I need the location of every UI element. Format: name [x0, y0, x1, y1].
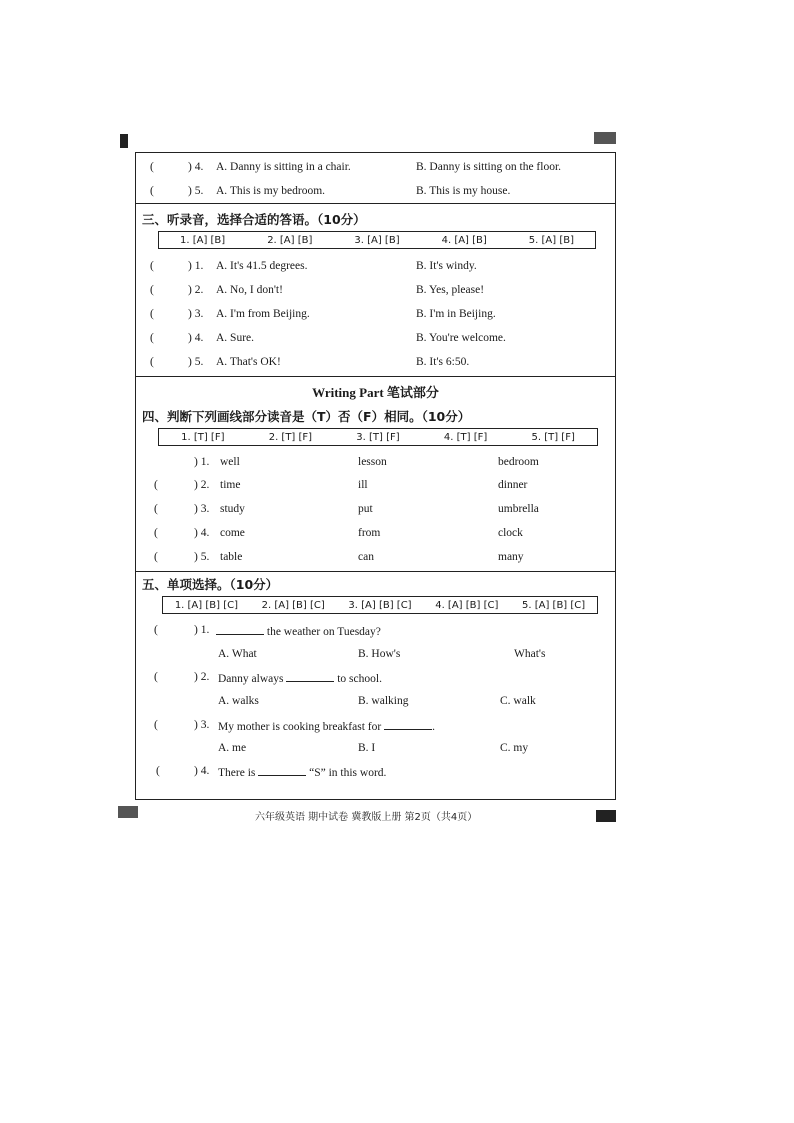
phonics-row [136, 551, 615, 571]
exam-sheet [135, 152, 616, 800]
section-divider [136, 376, 615, 377]
section3-heading: 三、听录音，选择合适的答语。（10分） [142, 212, 366, 227]
answer-paren[interactable]: ( [150, 185, 154, 197]
options-row [136, 695, 615, 715]
word: dinner [498, 479, 528, 491]
question-row [136, 671, 615, 691]
answer-slot[interactable]: 3. [T] [F] [356, 431, 400, 443]
stem-text: in this word. [328, 767, 387, 779]
option-a: A. This is my bedroom. [216, 185, 326, 197]
word: umbrella [498, 503, 539, 515]
question-number: ) 5. [188, 356, 204, 368]
question-number: ) 4. [188, 161, 204, 173]
question-row [136, 284, 615, 304]
fill-blank[interactable] [258, 765, 306, 776]
phonics-row [136, 456, 615, 476]
corner-mark-top-right [594, 132, 616, 144]
answer-paren[interactable]: ( [150, 332, 154, 344]
answer-slot[interactable]: 1. [T] [F] [181, 431, 225, 443]
word: table [220, 551, 243, 563]
stem-text: . [432, 721, 435, 733]
phonics-row [136, 503, 615, 523]
word: lesson [358, 456, 387, 468]
answer-paren[interactable]: ( [150, 356, 154, 368]
question-stem [218, 671, 382, 685]
option-a: A. No, I don't! [216, 284, 283, 296]
section5-heading: 五、单项选择。（10分） [142, 577, 279, 592]
answer-paren[interactable]: ( [154, 503, 158, 515]
option-c: C. my [500, 742, 529, 754]
question-number: ) 4. [188, 332, 204, 344]
question-stem [218, 719, 435, 733]
phonics-row [136, 527, 615, 547]
option-c: What's [514, 648, 546, 660]
answer-slot[interactable]: 4. [T] [F] [443, 431, 488, 443]
question-number: ) 4. [194, 765, 210, 777]
answer-slot[interactable]: 4. [A] [B] [C] [435, 599, 499, 611]
answer-slot[interactable]: 5. [A] [B] [528, 234, 575, 246]
question-number: ) 3. [188, 308, 204, 320]
word: from [358, 527, 381, 539]
question-row [136, 185, 615, 205]
answer-slot[interactable]: 1. [A] [B] [179, 234, 226, 246]
question-number: ) 2. [188, 284, 204, 296]
answer-slot[interactable]: 3. [A] [B] [C] [348, 599, 412, 611]
fill-blank[interactable] [216, 624, 264, 635]
option-c: C. walk [500, 695, 536, 707]
question-number: ) 1. [194, 456, 210, 468]
question-stem [216, 624, 381, 638]
word: study [220, 503, 245, 515]
question-number: ) 2. [194, 671, 210, 683]
option-a: A. I'm from Beijing. [216, 308, 310, 320]
option-b: B. This is my house. [416, 185, 511, 197]
fill-blank[interactable] [384, 719, 432, 730]
question-number: ) 4. [194, 527, 210, 539]
answer-slot[interactable]: 5. [T] [F] [531, 431, 575, 443]
question-number: ) 5. [194, 551, 210, 563]
stem-text: My mother is cooking breakfast for [218, 721, 382, 733]
stem-text: the weather on Tuesday? [266, 626, 381, 638]
answer-slot[interactable]: 3. [A] [B] [354, 234, 400, 246]
corner-mark-top-left [120, 134, 128, 148]
question-row [136, 332, 615, 352]
answer-paren[interactable]: ( [154, 624, 158, 636]
options-row [136, 742, 615, 762]
stem-text: to school. [337, 673, 382, 685]
option-b: B. It's windy. [416, 260, 477, 272]
question-number: ) 1. [188, 260, 204, 272]
option-a: A. walks [218, 695, 259, 707]
fill-blank[interactable] [286, 671, 334, 682]
question-number: ) 2. [194, 479, 210, 491]
option-b: B. How's [358, 648, 401, 660]
answer-paren[interactable]: ( [154, 527, 158, 539]
answer-slot[interactable]: 4. [A] [B] [441, 234, 487, 246]
word: bedroom [498, 456, 539, 468]
question-number: ) 3. [194, 503, 210, 515]
question-row [136, 719, 615, 739]
section4-answer-box [158, 428, 598, 446]
question-row [136, 624, 615, 644]
question-number: ) 3. [194, 719, 210, 731]
answer-paren[interactable]: ( [154, 551, 158, 563]
option-a: A. me [218, 742, 247, 754]
section5-answer-box [162, 596, 598, 614]
corner-mark-bottom-left [118, 806, 138, 818]
word: ill [358, 479, 368, 491]
question-row [136, 260, 615, 280]
option-b: B. Yes, please! [416, 284, 485, 296]
option-a: A. Sure. [216, 332, 255, 344]
question-number: ) 1. [194, 624, 210, 636]
section3-answer-box [158, 231, 596, 249]
option-a: A. What [218, 648, 257, 660]
page-footer: 六年级英语 期中试卷 冀教版上册 第2页（共4页） [255, 812, 478, 823]
question-row [136, 308, 615, 328]
answer-slot[interactable]: 5. [A] [B] [C] [522, 599, 586, 611]
word: clock [498, 527, 523, 539]
question-number: ) 5. [188, 185, 204, 197]
option-b: B. It's 6:50. [416, 356, 470, 368]
answer-paren[interactable]: ( [150, 284, 154, 296]
answer-slot[interactable]: 2. [A] [B] [267, 234, 313, 246]
option-b: B. walking [358, 695, 409, 707]
phonics-row [136, 479, 615, 499]
writing-part-title: Writing Part 笔试部分 [312, 385, 439, 400]
answer-paren[interactable]: ( [150, 308, 154, 320]
word: well [220, 456, 240, 468]
option-b: B. I [358, 742, 376, 754]
answer-slot[interactable]: 2. [A] [B] [C] [261, 599, 325, 611]
section4-heading: 四、判断下列画线部分读音是（T）否（F）相同。（10分） [142, 409, 471, 424]
stem-text: There is [218, 767, 256, 779]
question-stem [218, 765, 386, 779]
option-b: B. You're welcome. [416, 332, 506, 344]
word: come [220, 527, 245, 539]
section-divider [136, 203, 615, 204]
word: time [220, 479, 241, 491]
word: can [358, 551, 374, 563]
section-divider [136, 571, 615, 572]
question-row [136, 161, 615, 181]
option-b: B. I'm in Beijing. [416, 308, 496, 320]
question-row [136, 356, 615, 376]
answer-paren[interactable]: ( [150, 161, 154, 173]
answer-paren[interactable]: ( [154, 479, 158, 491]
answer-slot[interactable]: 1. [A] [B] [C] [174, 599, 238, 611]
option-a: A. It's 41.5 degrees. [216, 260, 308, 272]
corner-mark-bottom-right [596, 810, 616, 822]
answer-paren[interactable]: ( [154, 671, 158, 683]
word: many [498, 551, 524, 563]
answer-paren[interactable]: ( [156, 765, 160, 777]
answer-slot[interactable]: 2. [T] [F] [268, 431, 313, 443]
option-a: A. That's OK! [216, 356, 281, 368]
question-row [136, 765, 615, 785]
stem-quote: “S” [309, 767, 326, 779]
option-a: A. Danny is sitting in a chair. [216, 161, 351, 173]
answer-paren[interactable]: ( [154, 719, 158, 731]
stem-text: Danny always [218, 673, 284, 685]
option-b: B. Danny is sitting on the floor. [416, 161, 562, 173]
answer-paren[interactable]: ( [150, 260, 154, 272]
word: put [358, 503, 373, 515]
options-row [136, 648, 615, 668]
